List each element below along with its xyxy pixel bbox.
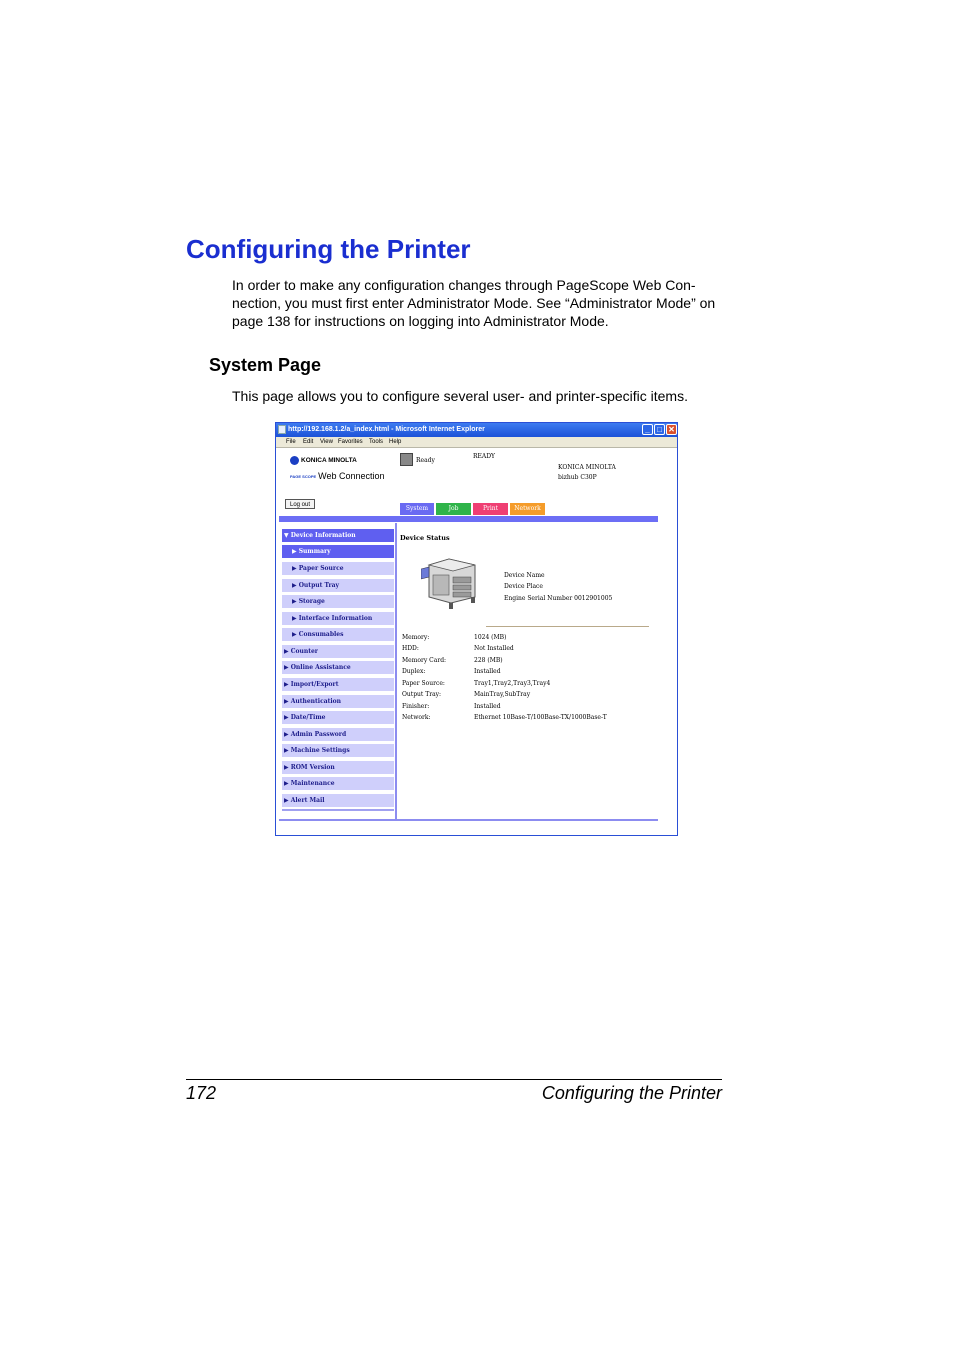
ie-icon	[278, 425, 286, 434]
status-label: Ready	[416, 457, 435, 464]
logout-button[interactable]: Log out	[285, 499, 315, 509]
spec-key: Memory Card:	[402, 657, 447, 664]
spec-key: Memory:	[402, 634, 430, 641]
spec-value: 228 (MB)	[474, 657, 503, 664]
globe-icon	[290, 456, 299, 465]
sidebar-item-device-information[interactable]: ▼ Device Information	[282, 529, 394, 542]
page-number: 172	[186, 1083, 217, 1103]
device-status-title: Device Status	[400, 534, 450, 542]
sidebar-item-consumables[interactable]: ▶ Consumables	[282, 628, 394, 641]
sidebar-item-counter[interactable]: ▶ Counter	[282, 645, 394, 658]
menu-help[interactable]: Help	[389, 439, 402, 445]
browser-screenshot	[275, 422, 678, 836]
menu-bar	[276, 437, 677, 448]
sidebar-nav	[279, 523, 397, 819]
footer-rule	[186, 1079, 722, 1080]
page-title: Configuring the Printer	[186, 234, 471, 264]
sidebar-item-admin-password[interactable]: ▶ Admin Password	[282, 728, 394, 741]
spec-key: HDD:	[402, 645, 419, 652]
spec-value: Ethernet 10Base-T/100Base-TX/1000Base-T	[474, 714, 607, 721]
sidebar-item-interface-information[interactable]: ▶ Interface Information	[282, 612, 394, 625]
model-name: bizhub C30P	[558, 474, 597, 481]
tab-job[interactable]: Job	[436, 503, 471, 515]
sidebar-item-machine-settings[interactable]: ▶ Machine Settings	[282, 744, 394, 757]
sidebar-item-import-export[interactable]: ▶ Import/Export	[282, 678, 394, 691]
spec-key: Output Tray:	[402, 691, 442, 698]
tab-system[interactable]: System	[400, 503, 434, 515]
sidebar-item-paper-source[interactable]: ▶ Paper Source	[282, 562, 394, 575]
close-icon[interactable]: ✕	[666, 424, 677, 435]
header-divider	[279, 516, 658, 522]
footer-divider	[279, 819, 658, 821]
sidebar-item-rom-version[interactable]: ▶ ROM Version	[282, 761, 394, 774]
footer-title: Configuring the Printer	[541, 1083, 722, 1103]
sidebar-item-output-tray[interactable]: ▶ Output Tray	[282, 579, 394, 592]
browser-title: http://192.168.1.2/a_index.html - Microsoft Internet Explorer	[288, 426, 485, 433]
sidebar-divider	[282, 809, 394, 811]
web-connection-logo: PAGE SCOPE Web Connection	[290, 471, 385, 481]
content-divider	[486, 626, 649, 627]
engine-serial-label: Engine Serial Number 0012901005	[504, 595, 613, 602]
device-name-label: Device Name	[504, 572, 545, 579]
menu-file[interactable]: File	[286, 439, 296, 445]
tab-print[interactable]: Print	[473, 503, 508, 515]
minimize-icon[interactable]: _	[642, 424, 653, 435]
spec-key: Duplex:	[402, 668, 426, 675]
device-place-label: Device Place	[504, 583, 543, 590]
spec-value: Installed	[474, 668, 501, 675]
sidebar-item-authentication[interactable]: ▶ Authentication	[282, 695, 394, 708]
spec-value: Tray1,Tray2,Tray3,Tray4	[474, 680, 551, 687]
section-description: This page allows you to configure several user- and printer-specific items.	[232, 388, 688, 404]
sidebar-item-date-time[interactable]: ▶ Date/Time	[282, 711, 394, 724]
pagescope-mark: PAGE SCOPE	[290, 473, 317, 479]
sidebar-item-online-assistance[interactable]: ▶ Online Assistance	[282, 661, 394, 674]
vendor-name: KONICA MINOLTA	[558, 464, 616, 471]
menu-tools[interactable]: Tools	[369, 439, 384, 445]
spec-value: Installed	[474, 703, 501, 710]
spec-value: Not Installed	[474, 645, 514, 652]
sidebar-item-storage[interactable]: ▶ Storage	[282, 595, 394, 608]
printer-status-icon	[400, 453, 413, 466]
intro-paragraph: In order to make any configuration changes through PageScope Web Con-nection, you must first enter Administrator Mode. See “Administrator Mode” on page 138 for instructions on logging into Administrator Mode.	[232, 277, 716, 329]
status-value: READY	[473, 453, 496, 460]
menu-view[interactable]: View	[320, 439, 333, 445]
spec-key: Paper Source:	[402, 680, 445, 687]
sidebar-item-summary[interactable]: ▶ Summary	[282, 545, 394, 558]
sidebar-item-maintenance[interactable]: ▶ Maintenance	[282, 777, 394, 790]
konica-minolta-logo: KONICA MINOLTA	[290, 456, 357, 465]
menu-favorites[interactable]: Favorites	[338, 439, 363, 445]
printer-device-image	[421, 553, 483, 615]
browser-titlebar	[276, 423, 677, 437]
section-heading: System Page	[209, 355, 322, 375]
spec-value: MainTray,SubTray	[474, 691, 531, 698]
sidebar-item-alert-mail[interactable]: ▶ Alert Mail	[282, 794, 394, 807]
spec-key: Finisher:	[402, 703, 430, 710]
maximize-icon[interactable]: □	[654, 424, 665, 435]
spec-key: Network:	[402, 714, 431, 721]
menu-edit[interactable]: Edit	[303, 439, 314, 445]
tab-network[interactable]: Network	[510, 503, 545, 515]
spec-value: 1024 (MB)	[474, 634, 507, 641]
